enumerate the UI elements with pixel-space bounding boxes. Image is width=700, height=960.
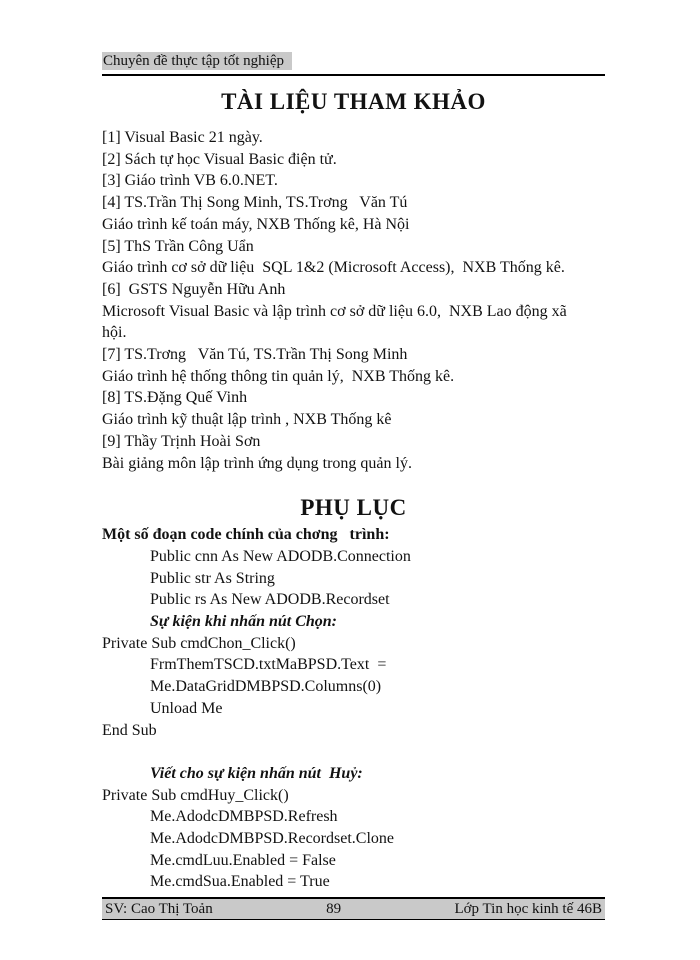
- appendix-line: Private Sub cmdHuy_Click(): [102, 786, 289, 804]
- appendix-line: Sự kiện khi nhấn nút Chọn:: [150, 613, 338, 631]
- reference-line: [3] Giáo trình VB 6.0.NET.: [102, 172, 278, 190]
- reference-line: hội.: [102, 324, 127, 342]
- reference-line: [8] TS.Đặng Quế Vinh: [102, 389, 248, 407]
- reference-line: [9] Thầy Trịnh Hoài Sơn: [102, 432, 261, 450]
- reference-line: Giáo trình cơ sở dữ liệu SQL 1&2 (Microsoft Access), NXB Thống kê.: [102, 259, 565, 277]
- appendix-line: Me.AdodcDMBPSD.Refresh: [150, 808, 338, 826]
- reference-line: Giáo trình kế toán máy, NXB Thống kê, Hà Nội: [102, 215, 410, 233]
- appendix-line: Một số đoạn code chính của chơng trình:: [102, 526, 390, 544]
- appendix-line: Viết cho sự kiện nhấn nút Huỷ:: [150, 764, 363, 782]
- appendix-line: Me.AdodcDMBPSD.Recordset.Clone: [150, 830, 394, 848]
- appendix-line: [102, 741, 605, 763]
- footer-page-number: 89: [326, 900, 342, 917]
- appendix-line: Me.cmdSua.Enabled = True: [150, 873, 330, 891]
- page-header: [102, 51, 605, 76]
- appendix-line: End Sub: [102, 721, 157, 739]
- references-section-title: TÀI LIỆU THAM KHẢO: [221, 89, 486, 114]
- footer-class-name: Lớp Tin học kinh tế 46B: [454, 900, 602, 917]
- appendix-code-block: [102, 524, 605, 893]
- appendix-line: Me.cmdLuu.Enabled = False: [150, 851, 336, 869]
- reference-line: Bài giảng môn lập trình ứng dụng trong quản lý.: [102, 454, 412, 472]
- reference-line: [7] TS.Trơng Văn Tú, TS.Trần Thị Song Minh: [102, 346, 408, 364]
- appendix-line: FrmThemTSCD.txtMaBPSD.Text = Me.DataGridDMBPSD.Columns(0): [150, 656, 391, 696]
- appendix-line: Private Sub cmdChon_Click(): [102, 634, 296, 652]
- reference-line: [6] GSTS Nguyễn Hữu Anh: [102, 280, 286, 298]
- reference-line: Microsoft Visual Basic và lập trình cơ sở dữ liệu 6.0, NXB Lao động xã: [102, 302, 567, 320]
- reference-line: Giáo trình kỹ thuật lập trình , NXB Thống kê: [102, 411, 392, 429]
- reference-line: [4] TS.Trần Thị Song Minh, TS.Trơng Văn Tú: [102, 194, 408, 212]
- references-list: [102, 127, 605, 474]
- footer-student-name: SV: Cao Thị Toản: [105, 900, 213, 917]
- reference-line: Giáo trình hệ thống thông tin quản lý, NXB Thống kê.: [102, 367, 455, 385]
- page-footer: [102, 897, 605, 920]
- appendix-line: Public rs As New ADODB.Recordset: [150, 591, 390, 609]
- reference-line: [5] ThS Trần Công Uẩn: [102, 237, 254, 255]
- reference-line: [1] Visual Basic 21 ngày.: [102, 129, 263, 146]
- appendix-section-title: PHỤ LỤC: [300, 495, 407, 521]
- header-title: Chuyên đề thực tập tốt nghiệp: [102, 52, 292, 70]
- reference-line: [2] Sách tự học Visual Basic điện tử.: [102, 150, 337, 168]
- appendix-line: Unload Me: [150, 699, 223, 717]
- appendix-line: Public str As String: [150, 569, 275, 587]
- appendix-line: Public cnn As New ADODB.Connection: [150, 547, 411, 565]
